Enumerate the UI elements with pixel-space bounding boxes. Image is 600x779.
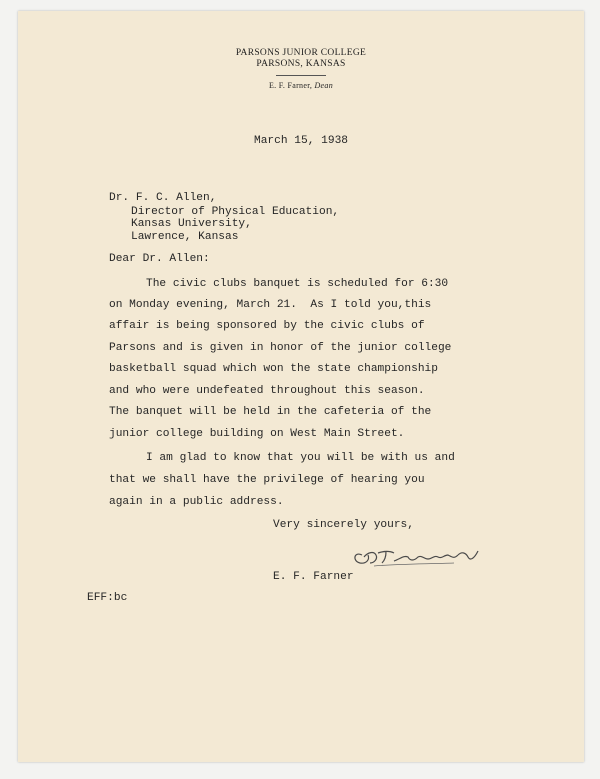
recipient-line: Director of Physical Education,: [131, 206, 340, 218]
body-line: The banquet will be held in the cafeteria of the: [109, 406, 432, 418]
body-line: basketball squad which won the state championship: [109, 363, 438, 375]
body-line: The civic clubs banquet is scheduled for 6:30: [146, 278, 449, 290]
recipient-line: Kansas University,: [131, 218, 252, 230]
body-line: again in a public address.: [109, 496, 284, 508]
body-line: on Monday evening, March 21. As I told you,this: [109, 299, 432, 311]
letter-page: [18, 11, 584, 762]
typist-initials: EFF:bc: [87, 592, 128, 604]
handwritten-signature: [344, 533, 484, 573]
body-line: and who were undefeated throughout this season.: [109, 385, 425, 397]
letterhead-institution: PARSONS JUNIOR COLLEGE: [235, 48, 367, 58]
body-line: junior college building on West Main Street.: [109, 428, 405, 440]
recipient-line: Lawrence, Kansas: [131, 231, 239, 243]
letterhead-divider: [276, 75, 326, 76]
salutation: Dear Dr. Allen:: [109, 253, 210, 265]
recipient-line: Dr. F. C. Allen,: [109, 192, 217, 204]
body-line: that we shall have the privilege of hearing you: [109, 474, 425, 486]
body-line: I am glad to know that you will be with us and: [146, 452, 455, 464]
letter-date: March 15, 1938: [254, 135, 348, 147]
body-line: Parsons and is given in honor of the junior college: [109, 342, 452, 354]
closing: Very sincerely yours,: [273, 519, 414, 531]
letterhead-dean: E. F. Farner, Dean: [269, 81, 333, 90]
body-line: affair is being sponsored by the civic clubs of: [109, 320, 425, 332]
signature-name: E. F. Farner: [273, 571, 354, 583]
dean-name: E. F. Farner: [269, 81, 310, 90]
dean-title: Dean: [314, 81, 333, 90]
letterhead-location: PARSONS, KANSAS: [256, 59, 346, 69]
